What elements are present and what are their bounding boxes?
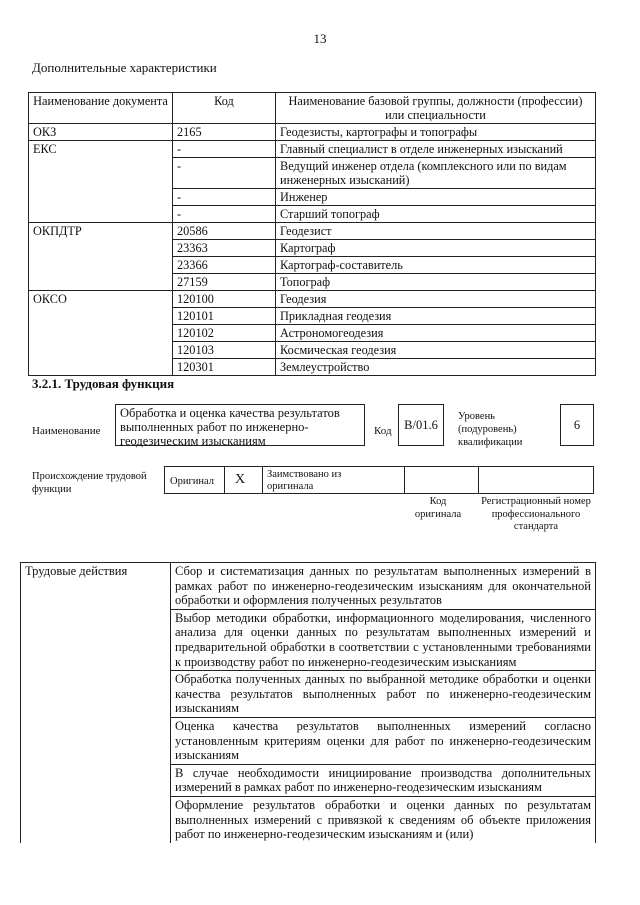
code-cell: 120100 <box>173 291 276 308</box>
name-cell: Геодезист <box>276 223 596 240</box>
name-cell: Картограф <box>276 240 596 257</box>
code-cell: 120301 <box>173 359 276 376</box>
code-cell: 120102 <box>173 325 276 342</box>
table-row <box>29 141 596 158</box>
name-cell: Старший топограф <box>276 206 596 223</box>
header-code: Код <box>173 93 276 124</box>
origin-row <box>164 466 594 494</box>
original-label: Оригинал <box>170 476 214 487</box>
name-label: Наименование <box>32 425 101 437</box>
characteristics-table <box>28 92 596 376</box>
table-row <box>29 124 596 141</box>
borrowed-label: Заимствовано из оригинала <box>267 469 342 492</box>
code-cell: - <box>173 158 276 189</box>
code-cell: - <box>173 206 276 223</box>
origin-label: Происхождение трудовой функции <box>32 471 147 495</box>
doc-cell: ЕКС <box>29 141 173 223</box>
divider <box>478 466 479 494</box>
actions-label: Трудовые действия <box>21 563 171 843</box>
divider <box>262 466 263 494</box>
action-item: Сбор и систематизация данных по результатам выполненных измерений в рамках работ по инженерно-геодезическим изысканиям для окончательной обработки и оформления полученных результатов <box>171 563 596 610</box>
name-cell: Топограф <box>276 274 596 291</box>
code-cell: 23366 <box>173 257 276 274</box>
code-cell: - <box>173 189 276 206</box>
code-original-label: Код оригинала <box>414 496 462 520</box>
doc-cell: ОКЗ <box>29 124 173 141</box>
function-name-box: Обработка и оценка качества результатов выполненных работ по инженерно-геодезическим изысканиям <box>115 404 365 446</box>
function-heading: 3.2.1. Трудовая функция <box>32 376 175 391</box>
code-cell: 20586 <box>173 223 276 240</box>
name-cell: Астрономогеодезия <box>276 325 596 342</box>
action-item: Оценка качества результатов выполненных измерений согласно установленным критериям оценки для работ по инженерно-геодезическим изысканиям <box>171 717 596 764</box>
action-item: Выбор методики обработки, информационного моделирования, численного анализа для оценки данных по результатам выполненных измерений и предварительной обработки в соответствии с установленными требованиями к производству работ по инженерно-геодезическим изысканиям <box>171 609 596 670</box>
code-label: Код <box>374 425 392 437</box>
name-cell: Геодезия <box>276 291 596 308</box>
name-cell: Геодезисты, картографы и топографы <box>276 124 596 141</box>
action-item: Обработка полученных данных по выбранной методике обработки и оценки качества результатов выполненных работ по инженерно-геодезическим изысканиям <box>171 671 596 718</box>
code-cell: 2165 <box>173 124 276 141</box>
name-cell: Космическая геодезия <box>276 342 596 359</box>
level-value-box: 6 <box>560 404 594 446</box>
code-cell: 23363 <box>173 240 276 257</box>
divider <box>224 466 225 494</box>
name-cell: Ведущий инженер отдела (комплексного или по видам инженерных изысканий) <box>276 158 596 189</box>
doc-cell: ОКСО <box>29 291 173 376</box>
name-cell: Прикладная геодезия <box>276 308 596 325</box>
section-title: Дополнительные характеристики <box>32 60 217 75</box>
name-cell: Картограф-составитель <box>276 257 596 274</box>
code-cell: 27159 <box>173 274 276 291</box>
table-row <box>29 223 596 240</box>
code-cell: 120103 <box>173 342 276 359</box>
code-cell: 120101 <box>173 308 276 325</box>
page-number: 13 <box>313 31 327 46</box>
name-cell: Главный специалист в отделе инженерных изысканий <box>276 141 596 158</box>
header-name: Наименование базовой группы, должности (профессии) или специальности <box>276 93 596 124</box>
original-mark: X <box>235 472 246 487</box>
action-row <box>21 563 596 610</box>
name-cell: Землеустройство <box>276 359 596 376</box>
header-document: Наименование документа <box>29 93 173 124</box>
doc-cell: ОКПДТР <box>29 223 173 291</box>
table-header-row <box>29 93 596 124</box>
table-row <box>29 291 596 308</box>
name-cell: Инженер <box>276 189 596 206</box>
reg-number-label: Регистрационный номер профессионального стандарта <box>481 496 591 532</box>
labor-actions-table <box>20 562 596 843</box>
code-value-box: B/01.6 <box>398 404 444 446</box>
code-cell: - <box>173 141 276 158</box>
action-item: В случае необходимости инициирование производства дополнительных измерений в рамках работ по инженерно-геодезическим изысканиям <box>171 764 596 796</box>
action-item: Оформление результатов обработки и оценки данных по результатам выполненных измерений с привязкой к сведениям об объекте приложения работ по инженерно-геодезическим изысканиям и (или) <box>171 796 596 842</box>
divider <box>404 466 405 494</box>
level-label: Уровень (подуровень) квалификации <box>458 411 523 448</box>
